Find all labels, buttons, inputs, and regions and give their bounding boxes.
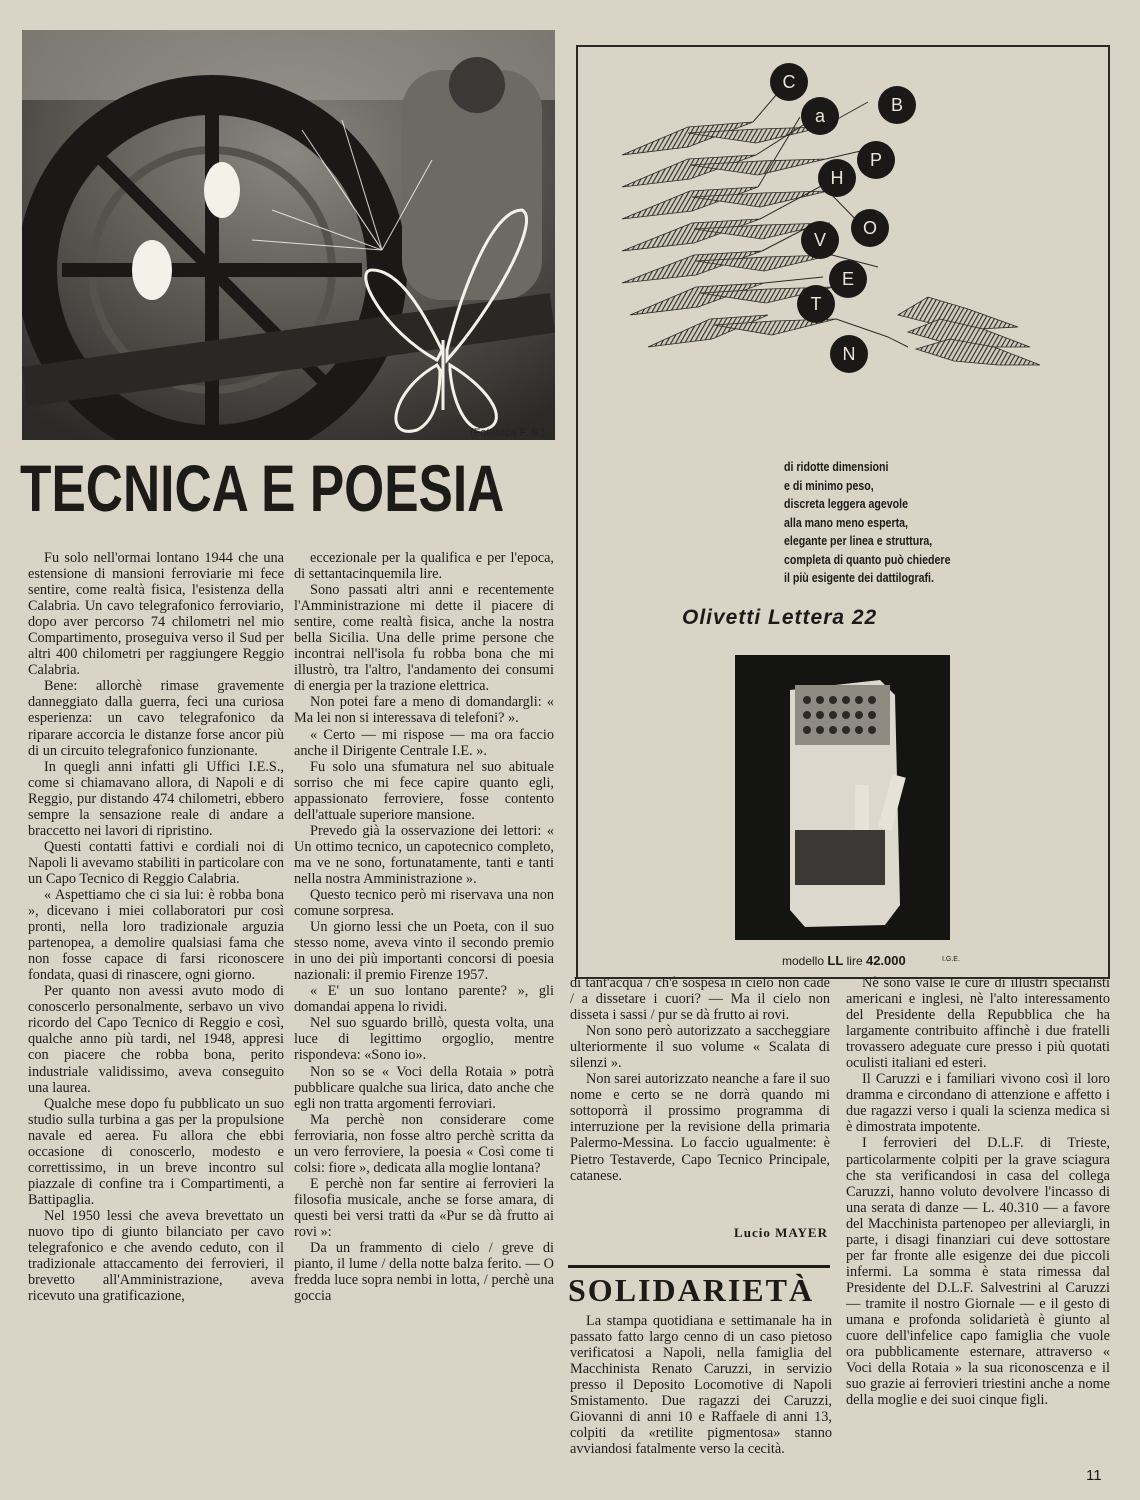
paragraph: eccezionale per la qualifica e per l'epoca, di settantacinquemila lire. xyxy=(294,550,554,583)
ad-copy-line: discreta leggera agevole xyxy=(784,497,909,511)
photo-illustration xyxy=(22,30,555,440)
solidarieta-column-2 xyxy=(846,975,1110,1445)
letter-circle: C xyxy=(770,63,808,101)
letter-circle: a xyxy=(801,97,839,135)
solidarieta-heading: SOLIDARIETÀ xyxy=(568,1265,830,1309)
letter-circle: N xyxy=(830,335,868,373)
model-code: LL xyxy=(827,953,844,968)
author-signature: Lucio MAYER xyxy=(734,1225,828,1240)
paragraph: Ma perchè non considerare come ferroviaria, non fosse altro perchè scritta da un vero ferroviere, la poesia « Così come ti colsi: fiore », dedicata alla moglie lontana? xyxy=(294,1111,554,1176)
paragraph: E perchè non far sentire ai ferrovieri la filosofia musicale, anche se forse amara, di questi bei versi tratti da «Pur se dà frutto ai rovi »: xyxy=(294,1175,554,1240)
letter-circle: V xyxy=(801,221,839,259)
paragraph: « Aspettiamo che ci sia lui: è robba bona », dicevano i miei collaboratori pur così pronti, nella loro tradizionale arguzia partenopea, a demolire qualsiasi fama che non fosse capace di farsi riconoscere fondata, quasi di rinascere, ogni giorno. xyxy=(28,886,284,984)
article-headline: TECNICA E POESIA xyxy=(20,451,505,525)
page-number: 11 xyxy=(1086,1467,1102,1484)
paragraph: Fu solo nell'ormai lontano 1944 che una estensione di mansioni ferroviarie mi fece sentire, come realtà fisica, l'esistenza della Calabria. Un cavo telegrafonico ferroviario, dopo aver percorso 74 chilometri nel mio Compartimento, proseguiva verso il Sud per altri 400 chilometri per raggiungere Reggio Calabria. xyxy=(28,550,284,679)
letter-circle: T xyxy=(797,285,835,323)
paragraph: Non so se « Voci della Rotaia » potrà pubblicare qualche sua lirica, dato anche che egli non tratta argomenti ferroviari. xyxy=(294,1063,554,1112)
ad-tax-note: I.G.E. xyxy=(942,956,960,963)
paragraph: Non sarei autorizzato neanche a fare il suo nome e certo se ne dorrà quando mi sottoporrà il prossimo programma di interruzione per la revisione della primaria Palermo-Messina. Lo faccio ugualmente: è Pietro Testaverde, Capo Tecnico Principale, catanese. xyxy=(570,1071,830,1184)
paragraph: Nè sono valse le cure di illustri specialisti americani e inglesi, nè l'alto interessamento del Presidente della Repubblica che ha largamente contribuito affinchè i due fratelli trovassero adeguate cure presso i più quotati oculisti italiani ed esteri. xyxy=(846,975,1110,1072)
article-column-1 xyxy=(28,550,284,1460)
photo-credit: (Fototeca F. S.) xyxy=(470,427,546,439)
ad-copy xyxy=(784,458,950,588)
paragraph: Un giorno lessi che un Poeta, con il suo stesso nome, aveva vinto il secondo premio in uno dei più importanti concorsi di poesia nazionali: il premio Firenze 1957. xyxy=(294,919,554,984)
ad-copy-line: alla mano meno esperta, xyxy=(784,515,909,530)
price-label: lire xyxy=(846,954,863,968)
typewriter-icon xyxy=(735,655,950,940)
paragraph: « E' un suo lontano parente? », gli domandai appena lo rividi. xyxy=(294,983,554,1016)
paragraph: Da un frammento di cielo / greve di pianto, il lume / della notte balza ferito. — O fredda luce sopra nembi in lotta, / perchè una goccia xyxy=(294,1240,554,1305)
paragraph: Nel suo sguardo brillò, questa volta, una luce di legittimo orgoglio, mentre rispondeva: «Sono io». xyxy=(294,1015,554,1064)
ad-brand-name: Olivetti Lettera 22 xyxy=(682,606,878,629)
paragraph: Prevedo già la osservazione dei lettori: « Un ottimo tecnico, un capotecnico completo, ma ve ne sono, fortunatamente, tanti e tanti nella nostra Amministrazione ». xyxy=(294,822,554,887)
letter-circle: O xyxy=(851,209,889,247)
letter-circle: H xyxy=(818,159,856,197)
paragraph: Non sono però autorizzato a saccheggiare ulteriormente il suo volume « Scalata di silenzi ». xyxy=(570,1023,830,1072)
paragraph: Non potei fare a meno di domandargli: « Ma lei non si interessava di telefoni? ». xyxy=(294,694,554,727)
ad-copy-line: e di minimo peso, xyxy=(784,478,874,493)
letter-circle: P xyxy=(857,141,895,179)
ad-letter-graphic xyxy=(578,47,1104,447)
letter-circle: E xyxy=(829,260,867,298)
paragraph: Fu solo una sfumatura nel suo abituale sorriso che mi fece capire quanto egli, appassionato ferroviere, fosse contento dell'attuale superiore mansione. xyxy=(294,758,554,823)
ad-price-line xyxy=(782,953,906,968)
ad-copy-line: il più esigente dei dattilografi. xyxy=(784,571,934,585)
paragraph: Questo tecnico però mi riservava una non comune sorpresa. xyxy=(294,886,554,920)
paragraph: Nel 1950 lessi che aveva brevettato un nuovo tipo di giunto bilanciato per cavo telegrafonico e che avendo ceduto, con il tradizionale attaccamento dei ferrovieri, il brevetto all'Amministrazione, aveva ricevuto una gratificazione, xyxy=(28,1207,284,1305)
paragraph: Per quanto non avessi avuto modo di conoscerlo personalmente, serbavo un vivo ricordo del Capo Tecnico di Reggio e così, qualche anno più tardi, nel 1948, appresi con piacere che robba bona, perito industriale validissimo, aveva conseguito una laurea. xyxy=(28,983,284,1096)
ad-copy-line: di ridotte dimensioni xyxy=(784,460,889,474)
article-column-2 xyxy=(294,550,554,1460)
paragraph: di tant'acqua / ch'è sospesa in cielo non cade / a dissetare i cuori? — Ma il cielo non disseta i sassi / pur se dà frutto ai rovi. xyxy=(570,975,830,1024)
ad-copy-line: completa di quanto può chiedere xyxy=(784,552,951,567)
paragraph: Il Caruzzi e i familiari vivono così il loro dramma e circondano di attenzione e affetto i due ragazzi verso i quali la scienza medica si è dimostrata impotente. xyxy=(846,1071,1110,1136)
solidarieta-column-1 xyxy=(570,1313,832,1463)
model-label: modello xyxy=(782,954,825,968)
paragraph: Sono passati altri anni e recentemente l'Amministrazione mi dette il piacere di sentire, come realtà fisica, anche la nostra bella Sicilia. Una delle prime persone che incontrai nell'isola fu robba bona che mi illustrò, tra l'altro, l'andamento dei consumi di energia per la trazione elettrica. xyxy=(294,582,554,695)
paragraph: Questi contatti fattivi e cordiali noi di Napoli li avevamo stabiliti in particolare con un Capo Tecnico di Reggio Calabria. xyxy=(28,838,284,887)
paragraph: Bene: allorchè rimase gravemente danneggiato dalla guerra, feci una curiosa esperienza: un cavo telegrafonico da riparare accorcia le distanze forse ancor più di un circuito telegrafonico funzionante. xyxy=(28,678,284,759)
article-photo xyxy=(22,30,555,440)
paragraph: La stampa quotidiana e settimanale ha in passato fatto largo cenno di un caso pietoso verificatosi a Napoli, nella famiglia del Macchinista Renato Caruzzi, in servizio presso il Deposito Locomotive di Napoli Smistamento. Due ragazzi dei Caruzzi, Giovanni di anni 10 e Raffaele di anni 13, colpiti da «retilite pigmentosa» stanno avviandosi fatalmente verso la cecità. xyxy=(570,1313,832,1458)
paragraph: Qualche mese dopo fu pubblicato un suo studio sulla turbina a gas per la propulsione navale ed aerea. Fu allora che ebbi occasione di conoscerlo, modesto e correttissimo, in un breve incontro sul piazzale di confine tra i Compartimenti, a Battipaglia. xyxy=(28,1095,284,1208)
paragraph: I ferrovieri del D.L.F. di Trieste, particolarmente colpiti per la grave sciagura che sta verificandosi in casa del collega Caruzzi, hanno voluto devolvere l'incasso di una serata di danze — L. 40.310 — a favore del Macchinista partenopeo per alleviargli, in parte, i disagi finanziari cui deve sottostare per far fronte alle esigenze dei due piccoli infermi. La somma è stata rimessa dal Presidente del D.L.F. Salvestrini al Caruzzi — tramite il nostro Giornale — e il gesto di umana e profonda solidarietà è giunto al cuore dell'infelice capo famiglia che vuole ora pubblicamente esternare, attraverso « Voci della Rotaia » la sua riconoscenza e il suo grazie ai ferrovieri triestini anche a nome della moglie e dei suoi cinque figli. xyxy=(846,1135,1110,1409)
article-column-3 xyxy=(570,975,830,1235)
price-value: 42.000 xyxy=(865,953,906,968)
ad-copy-line: elegante per linea e struttura, xyxy=(784,534,933,548)
typewriter-photo xyxy=(735,655,950,940)
letter-circle: B xyxy=(878,86,916,124)
paragraph: « Certo — mi rispose — ma ora faccio anche il Dirigente Centrale I.E. ». xyxy=(294,726,554,759)
paragraph: In quegli anni infatti gli Uffici I.E.S., come si chiamavano allora, di Napoli e di Reggio, pur distando 474 chilometri, ebbero sempre la sensazione reale di andare a braccetto nei lavori di ripristino. xyxy=(28,758,284,839)
